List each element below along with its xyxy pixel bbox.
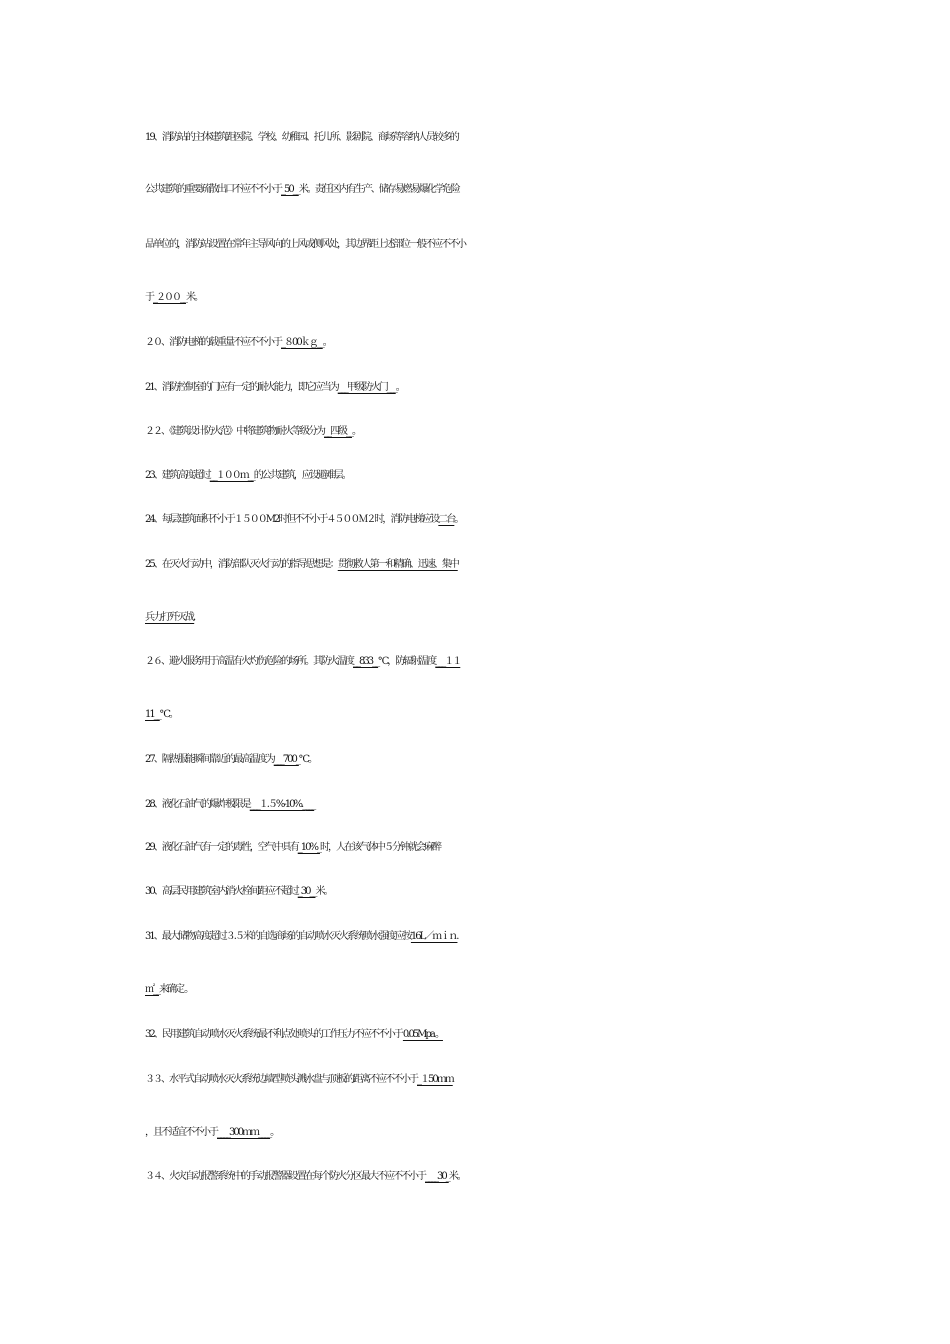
answer-blank: ___ bbox=[305, 799, 315, 810]
question-33-line-1: ３３、水平式自动喷水灭火系统边墙型喷头溅水盘与顶板的距离不应不不小于_１50ｍｍ bbox=[145, 1074, 453, 1085]
answer-blank: _30__ bbox=[297, 886, 316, 897]
answer-blank: 二台 bbox=[438, 514, 455, 525]
answer-blank: _２００__ bbox=[153, 292, 186, 303]
answer-blank: 贯彻救人第一和精确、迅速、集中 bbox=[337, 559, 458, 570]
question-31-line-2: ㎡__来确定 。 bbox=[145, 984, 193, 995]
answer-blank: _50__ bbox=[281, 184, 299, 195]
question-25-line-1: 25、在灭火行动中，消防部队灭火行动的指导思想是：贯彻救人第一和精确、迅速、集中 bbox=[145, 559, 458, 570]
question-22: ２２、《建筑设计防火范》中将建筑物耐火等级分为__四级__。 bbox=[145, 426, 360, 437]
question-26-line-1: ２６、避火服务用于高温有火灼伤危险的场所。其防火温度__833__℃，防辐射温度___１１ bbox=[145, 656, 461, 667]
question-20: ２０、消防电梯的载重量不应不不小于_８00ｋｇ__。 bbox=[145, 337, 331, 348]
question-34: ３４、火灾自动报警系统中的手动报警器设置在每个防火分区最大不应不不小于____30_米。 bbox=[145, 1171, 465, 1182]
question-24: 24、每层建筑面积不小于１５００M2时但不不小于４５００Ｍ２时，消防电梯应设二台。 bbox=[145, 514, 463, 525]
answer-blank: __833__ bbox=[353, 656, 379, 667]
question-19-line-3: 品单位的，消防站设置在常年主导风向的上风或侧风处，其边界距上述部位一般不应不不小 bbox=[145, 239, 465, 250]
answer-blank: ___甲级防火门___ bbox=[337, 382, 396, 393]
question-30: 30、高层民用建筑室内消火栓间距应不超过_30__米。 bbox=[145, 886, 332, 897]
answer-blank: ___700_ bbox=[273, 754, 299, 765]
answer-blank: 16L／ｍｉｎ. bbox=[410, 931, 458, 942]
answer-blank: 11__ bbox=[145, 709, 160, 720]
question-25-line-2 bbox=[145, 608, 815, 628]
question-28: 28、液化石油气的爆炸极限是___１.５%-10%.____ bbox=[145, 799, 315, 810]
question-23: 23、建筑高度超过__１００ｍ__的公共建筑，应设避难层。 bbox=[145, 470, 350, 481]
question-19-line-1: 19、消防站的主体建筑距医院、学校、幼稚园、托儿所、影剧院、商场等容纳人员较多的 bbox=[145, 132, 458, 143]
answer-blank: _８00ｋｇ__ bbox=[281, 337, 323, 348]
question-32: 32、民用建筑自动喷水灭火系统最不利点处喷头的工作压力不应不不小于 0.05Mpa 。 bbox=[145, 1029, 443, 1040]
answer-blank: _１50ｍｍ bbox=[417, 1074, 453, 1085]
question-31-line-1: 31、最大储物高度超过３.５米的自选商场的自动喷水灭火系统喷水强度应按16L／ｍｉｎ. bbox=[145, 931, 458, 942]
question-19-line-2: 公共建筑的重要疏散出口不应不不小于_50__米。责任区内有生产、储存易燃易爆化学危险 bbox=[145, 184, 459, 195]
answer-blank: ____30_ bbox=[425, 1171, 449, 1182]
answer-blank: ____300ｍｍ____ bbox=[217, 1127, 271, 1138]
answer-blank: ___１１ bbox=[435, 656, 461, 667]
question-33-line-2: ，且不适宜不不小于____300ｍｍ____。 bbox=[145, 1127, 279, 1138]
question-19-line-4: 于_２００__米。 bbox=[145, 292, 202, 303]
answer-blank: _10%_ bbox=[297, 842, 320, 853]
answer-blank: ㎡__ bbox=[145, 984, 159, 995]
question-29: 29、液化石油气有一定的毒性，空气中具有_10%_时，人在该气体中５分钟就会麻醉 bbox=[145, 842, 440, 853]
answer-blank: __四级__ bbox=[324, 426, 352, 437]
question-26-line-2: 11__℃。 bbox=[145, 709, 177, 720]
question-27: 27、隔热服能瞬间靠近的最高温度为___700_℃。 bbox=[145, 754, 317, 765]
answer-blank: ___１.５%-10%._ bbox=[249, 799, 306, 810]
question-21: 21、消防控制室的门应有一定的耐火能力，即它应当为___甲级防火门___。 bbox=[145, 382, 404, 393]
answer-blank: 0.05Mpa 。 bbox=[402, 1029, 443, 1040]
answer-blank: 兵力打歼灭战. bbox=[145, 612, 195, 623]
answer-blank: __１００ｍ__ bbox=[209, 470, 254, 481]
